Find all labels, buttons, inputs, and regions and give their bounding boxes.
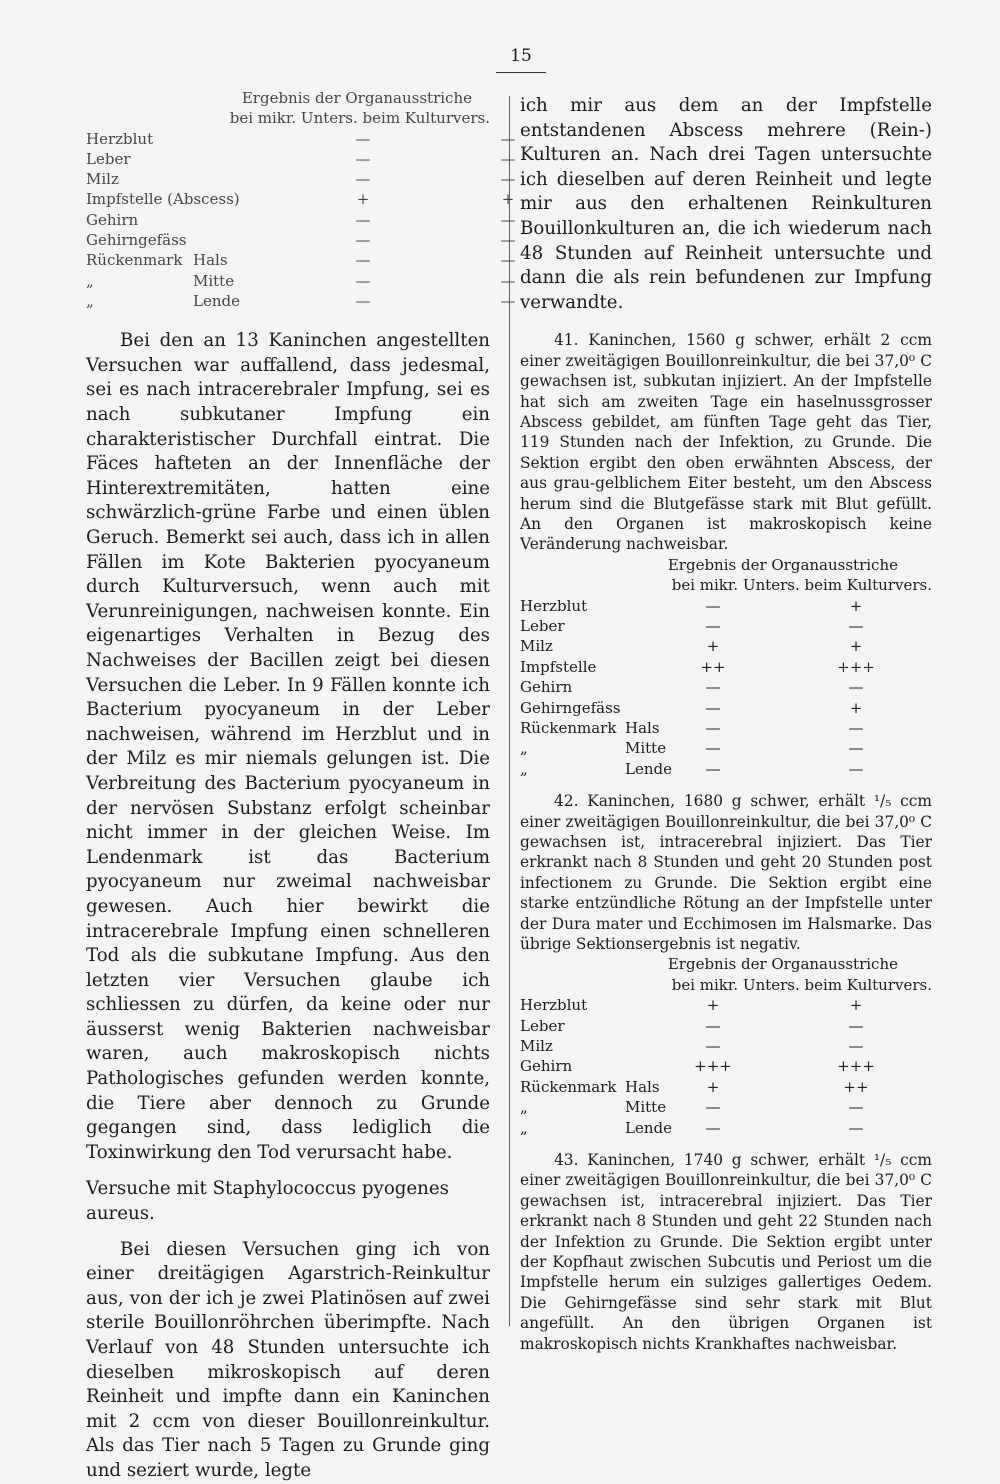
culture-result: ++ [843, 1077, 869, 1096]
culture-result: — [848, 1098, 864, 1117]
organ-label: Herzblut [520, 596, 588, 615]
table-row [520, 657, 932, 677]
organ-label: Leber [520, 617, 565, 636]
table-header-line-1: Ergebnis der Organausstriche [241, 89, 472, 107]
paragraph-method: Bei diesen Versuchen ging ich von einer dreitägigen Agarstrich-Reinkultur aus, von der ich je zwei Platinösen auf zwei sterile Bouillonröhrchen überimpfte. Nach Verlauf von 48 Stunden untersuchte ich dieselben mikroskopisch auf deren Reinheit und impfte dann ein Kaninchen mit 2 ccm von dieser Bouillonreinkultur. Als das Tier nach 5 Tagen zu Grunde ging und seziert wurde, legte [86, 1238, 490, 1481]
organ-label: Milz [86, 170, 119, 189]
culture-result: — [848, 1118, 864, 1137]
organ-label: Milz [520, 637, 553, 656]
microscopy-result: — [705, 1098, 721, 1117]
microscopy-result: — [355, 129, 371, 148]
table-rows [520, 596, 932, 780]
culture-result: — [848, 1016, 864, 1035]
organ-label: „ [86, 291, 94, 310]
table-row [520, 1036, 932, 1056]
table-row [520, 698, 932, 718]
microscopy-result: — [705, 718, 721, 737]
microscopy-result: — [355, 231, 371, 250]
microscopy-result: ++ [700, 657, 726, 676]
microscopy-result: — [705, 759, 721, 778]
table-row [520, 616, 932, 636]
culture-result: +++ [837, 657, 875, 676]
culture-result: — [848, 678, 864, 697]
table-row [86, 271, 516, 291]
results-table-42 [520, 954, 932, 1138]
culture-result: — [848, 739, 864, 758]
table-row [86, 169, 516, 189]
microscopy-result: — [355, 170, 371, 189]
organ-label: Rückenmark [520, 1077, 617, 1096]
table-header-line-1: Ergebnis der Organausstriche [667, 555, 898, 574]
organ-label: Herzblut [86, 129, 154, 148]
organ-label: Leber [86, 149, 131, 168]
page-number-rule [496, 72, 546, 73]
experiment-42-text: 42. Kaninchen, 1680 g schwer, erhält ¹/₅ ccm einer zweitägigen Bouillonreinkultur, die bei 37,0⁰ C gewachsen ist, intracerebral injiziert. Das Tier erkrankt nach 8 Stunden und geht 20 Stunden post infectionem zu Grunde. Die Sektion ergibt eine starke entzündliche Rötung an der Impfstelle unter der Dura mater und Ecchimosen im Halsmarke. Das übrige Sektionsergebnis ist negativ. [520, 792, 932, 953]
microscopy-result: — [705, 1036, 721, 1055]
table-row [520, 1056, 932, 1076]
table-row [86, 210, 516, 230]
organ-sublabel: Mitte [625, 739, 667, 758]
table-header-line-1: Ergebnis der Organausstriche [667, 955, 898, 974]
organ-label: Gehirngefäss [86, 231, 187, 250]
microscopy-result: — [355, 291, 371, 310]
results-table-41 [520, 555, 932, 779]
table-header-line-2: bei mikr. Unters. beim Kulturvers. [671, 576, 932, 595]
table-row [520, 1016, 932, 1036]
culture-result: — [500, 149, 516, 168]
organ-label: „ [520, 1118, 528, 1137]
microscopy-result: — [705, 596, 721, 615]
table-row [520, 995, 932, 1015]
table-header-line-2: bei mikr. Unters. beim Kulturvers. [671, 975, 932, 994]
organ-label: „ [86, 271, 94, 290]
organ-label: Gehirngefäss [520, 698, 621, 717]
organ-label: Impfstelle [520, 657, 597, 676]
paragraph-continuation: ich mir aus dem an der Impfstelle entstandenen Abscess mehrere (Rein-) Kulturen an. Nach drei Tagen untersuchte ich dieselben auf deren Reinheit und legte mir aus den erhaltenen Reinkulturen Bouillonkulturen an, die ich wiederum nach 48 Stunden auf Reinheit untersuchte und dann die als rein befundenen zur Impfung verwandte. [520, 95, 932, 313]
table-row [520, 718, 932, 738]
table-row [86, 291, 516, 311]
culture-result: — [500, 210, 516, 229]
culture-result: — [848, 1036, 864, 1055]
culture-result: + [849, 996, 863, 1015]
table-row [520, 1118, 932, 1138]
culture-result: + [849, 596, 863, 615]
organ-sublabel: Lende [625, 1118, 672, 1137]
organ-label: „ [520, 759, 528, 778]
culture-result: + [849, 637, 863, 656]
table-row [86, 149, 516, 169]
table-row [86, 129, 516, 149]
table-row [86, 189, 515, 209]
microscopy-result: — [705, 698, 721, 717]
page-number: 15 [510, 46, 532, 66]
organ-label: Rückenmark [520, 718, 617, 737]
left-column [86, 88, 516, 1484]
table-row [520, 1077, 932, 1097]
table-rows [520, 995, 932, 1138]
organ-label: Impfstelle (Abscess) [86, 190, 240, 209]
culture-result: — [500, 251, 516, 270]
organ-label: Herzblut [520, 996, 588, 1015]
organ-label: Leber [520, 1016, 565, 1035]
culture-result: + [849, 698, 863, 717]
culture-result: — [848, 759, 864, 778]
organ-sublabel: Lende [625, 759, 672, 778]
table-row [86, 230, 516, 250]
organ-label: Gehirn [520, 1057, 573, 1076]
organ-sublabel: Hals [625, 718, 660, 737]
table-row [520, 636, 932, 656]
microscopy-result: — [705, 678, 721, 697]
microscopy-result: + [706, 996, 720, 1015]
microscopy-result: — [355, 210, 371, 229]
section-heading: Versuche mit Staphylococcus pyogenes aureus. [86, 1178, 449, 1225]
organ-sublabel: Hals [193, 251, 228, 270]
microscopy-result: + [706, 637, 720, 656]
microscopy-result: + [356, 190, 370, 209]
microscopy-result: — [355, 149, 371, 168]
culture-result: — [500, 291, 516, 310]
culture-result: — [500, 271, 516, 290]
organ-label: „ [520, 1098, 528, 1117]
results-table-40 [86, 88, 516, 311]
table-row [520, 738, 932, 758]
culture-result: — [500, 129, 516, 148]
culture-result: — [500, 170, 516, 189]
paragraph-observations: Bei den an 13 Kaninchen angestellten Versuchen war auffallend, dass jedesmal, sei es nach intracerebraler Impfung, sei es nach subkutaner Impfung ein charakteristischer Durchfall eintrat. Die Fäces hafteten an der Innenfläche der Hinterextremitäten, hatten eine schwärzlich-grüne Farbe und einen üblen Geruch. Bemerkt sei auch, dass ich in allen Fällen im Kote Bakterien pyocyaneum durch Kulturversuch, wenn auch mit Verunreinigungen, nachweisen konnte. Ein eigenartiges Verhalten in Bezug des Nachweises der Bacillen zeigt bei diesen Versuchen die Leber. In 9 Fällen konnte ich Bacterium pyocyaneum in der Leber nachweisen, während im Herzblut und in der Milz es mir niemals gelungen ist. Die Verbreitung des Bacterium pyocyaneum in der nervösen Substanz erfolgt scheinbar nicht immer in der gleichen Weise. Im Lendenmark ist das Bacterium pyocyaneum nur zweimal nachweisbar gewesen. Auch hier bewirkt die intracerebrale Impfung einen schnelleren Tod als die subkutane Impfung. Aus den letzten vier Versuchen glaube ich schliessen zu dürfen, da keine oder nur äusserst wenig Bakterien nachweisbar waren, auch makroskopisch nichts Pathologisches gefunden werden konnte, die Tiere aber dennoch zu Grunde gegangen sind, dass lediglich die Toxinwirkung den Tod verursacht habe. [86, 330, 490, 1163]
microscopy-result: — [355, 251, 371, 270]
microscopy-result: +++ [694, 1057, 732, 1076]
table-row [520, 596, 932, 616]
organ-sublabel: Lende [193, 291, 240, 310]
culture-result: + [501, 190, 515, 209]
culture-result: — [848, 718, 864, 737]
culture-result: — [500, 231, 516, 250]
organ-label: Gehirn [86, 210, 139, 229]
table-row [520, 1097, 932, 1117]
organ-sublabel: Hals [625, 1077, 660, 1096]
right-column [520, 94, 932, 1354]
organ-label: „ [520, 739, 528, 758]
experiment-43-text: 43. Kaninchen, 1740 g schwer, erhält ¹/₅ ccm einer zweitägigen Bouillonreinkultur, die bei 37,0⁰ C gewachsen ist, intracerebral injiziert. Das Tier erkrankt nach 8 Stunden und geht 22 Stunden nach der Infektion zu Grunde. Die Sektion ergibt unter der Kopfhaut zwischen Subcutis und Periost um die Impfstelle herum ein sulziges gallertiges Oedem. Die Gehirngefässe sind sehr stark mit Blut angefüllt. An den übrigen Organen ist makroskopisch nichts Krankhaftes nachweisbar. [520, 1150, 932, 1353]
table-row [520, 759, 932, 779]
table-header-line-2: bei mikr. Unters. beim Kulturvers. [229, 109, 490, 128]
table-row [520, 677, 932, 697]
microscopy-result: — [705, 739, 721, 758]
culture-result: +++ [837, 1057, 875, 1076]
organ-sublabel: Mitte [193, 271, 235, 290]
microscopy-result: + [706, 1077, 720, 1096]
organ-sublabel: Mitte [625, 1098, 667, 1117]
microscopy-result: — [355, 271, 371, 290]
microscopy-result: — [705, 1118, 721, 1137]
table-row [86, 250, 516, 270]
microscopy-result: — [705, 1016, 721, 1035]
experiment-41-text: 41. Kaninchen, 1560 g schwer, erhält 2 ccm einer zweitägigen Bouillonreinkultur, die bei 37,0⁰ C gewachsen ist, subkutan injiziert. An der Impfstelle hat sich am zweiten Tage ein haselnussgrosser Abscess gebildet, am fünften Tage geht das Tier, 119 Stunden nach der Infektion, zu Grunde. Die Sektion ergibt den oben erwähnten Abscess, der aus grau-gelblichem Eiter besteht, um den Abscess herum sind die Blutgefässe stark mit Blut gefüllt. An den Organen ist makroskopisch keine Veränderung nachweisbar. [520, 331, 932, 554]
culture-result: — [848, 617, 864, 636]
table-rows [86, 129, 516, 312]
microscopy-result: — [705, 617, 721, 636]
organ-label: Gehirn [520, 678, 573, 697]
organ-label: Milz [520, 1036, 553, 1055]
organ-label: Rückenmark [86, 251, 183, 270]
